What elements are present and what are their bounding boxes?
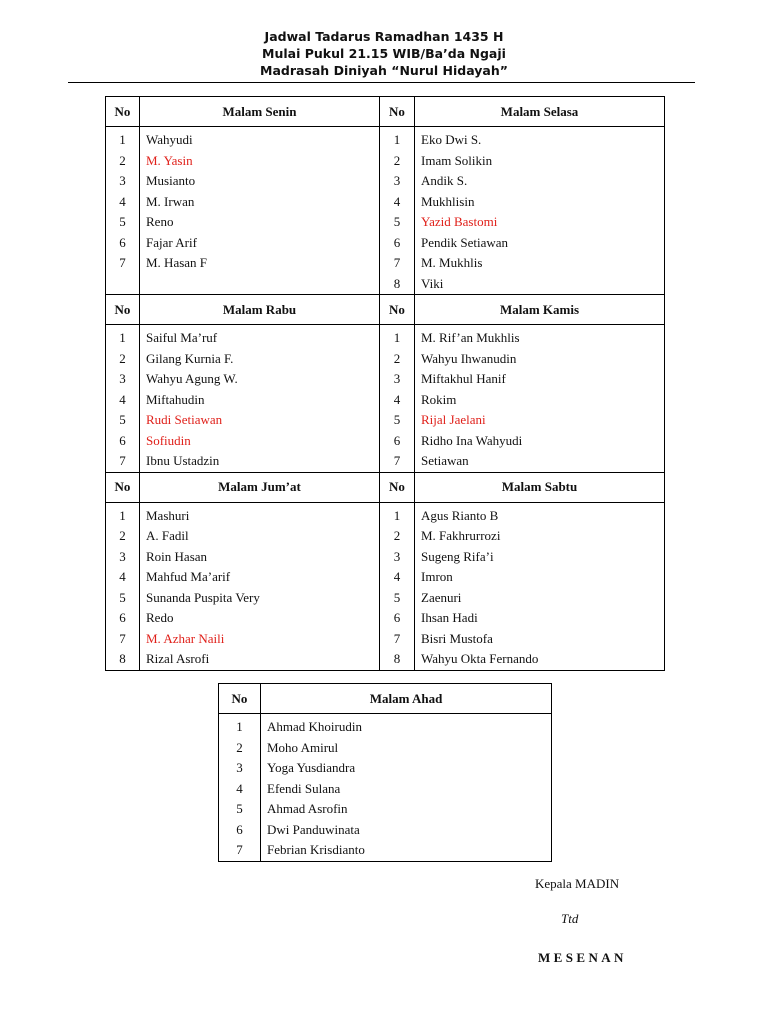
entry-name: Reno — [140, 212, 380, 233]
entry-number: 5 — [380, 212, 415, 233]
table-row — [219, 758, 552, 779]
column-header-no: No — [219, 684, 261, 714]
empty-cell — [106, 274, 140, 295]
entry-number: 5 — [106, 212, 140, 233]
signature-ttd: Ttd — [561, 911, 579, 926]
entry-number: 7 — [380, 253, 415, 274]
entry-number: 8 — [380, 649, 415, 670]
table-row — [106, 410, 665, 431]
entry-number: 1 — [106, 127, 140, 151]
entry-number: 6 — [219, 820, 261, 841]
entry-number: 3 — [380, 171, 415, 192]
entry-number: 3 — [106, 171, 140, 192]
entry-name: Rijal Jaelani — [415, 410, 665, 431]
column-header-no: No — [380, 472, 415, 502]
entry-name: Sugeng Rifa’i — [415, 547, 665, 568]
day-title: Malam Sabtu — [415, 472, 665, 502]
entry-number: 2 — [380, 151, 415, 172]
entry-number: 1 — [106, 325, 140, 349]
table-row — [106, 349, 665, 370]
entry-number: 2 — [106, 526, 140, 547]
entry-name: Eko Dwi S. — [415, 127, 665, 151]
day-title: Malam Rabu — [140, 295, 380, 325]
column-header-no: No — [106, 97, 140, 127]
day-title: Malam Kamis — [415, 295, 665, 325]
entry-name: Andik S. — [415, 171, 665, 192]
entry-name: Roin Hasan — [140, 547, 380, 568]
entry-name: M. Rif’an Mukhlis — [415, 325, 665, 349]
entry-number: 8 — [106, 649, 140, 670]
entry-number: 1 — [219, 714, 261, 738]
day-title: Malam Jum’at — [140, 472, 380, 502]
entry-number: 7 — [219, 840, 261, 861]
entry-number: 6 — [380, 431, 415, 452]
entry-name: Ihsan Hadi — [415, 608, 665, 629]
entry-name: Wahyu Ihwanudin — [415, 349, 665, 370]
entry-number: 2 — [380, 526, 415, 547]
entry-name: Musianto — [140, 171, 380, 192]
entry-name: Fajar Arif — [140, 233, 380, 254]
entry-name: Rokim — [415, 390, 665, 411]
entry-name: Ahmad Asrofin — [261, 799, 552, 820]
table-row — [219, 779, 552, 800]
table-row — [106, 233, 665, 254]
entry-number: 4 — [380, 390, 415, 411]
entry-name: Ibnu Ustadzin — [140, 451, 380, 472]
entry-number: 8 — [380, 274, 415, 295]
entry-number: 4 — [219, 779, 261, 800]
entry-number: 2 — [106, 151, 140, 172]
entry-number: 1 — [106, 502, 140, 526]
header-institution: Madrasah Diniyah “Nurul Hidayah” — [260, 63, 508, 78]
table-row — [106, 649, 665, 670]
entry-number: 3 — [106, 369, 140, 390]
table-row — [219, 738, 552, 759]
table-header-row — [219, 684, 552, 714]
entry-name: M. Fakhrurrozi — [415, 526, 665, 547]
entry-number: 1 — [380, 127, 415, 151]
table-row — [106, 212, 665, 233]
entry-name: Mukhlisin — [415, 192, 665, 213]
table-row — [106, 274, 665, 295]
table-row — [106, 390, 665, 411]
entry-name: Gilang Kurnia F. — [140, 349, 380, 370]
header-title: Jadwal Tadarus Ramadhan 1435 H — [264, 29, 504, 44]
entry-name: Zaenuri — [415, 588, 665, 609]
entry-number: 5 — [380, 588, 415, 609]
entry-number: 6 — [106, 608, 140, 629]
table-row — [106, 253, 665, 274]
entry-name: Viki — [415, 274, 665, 295]
entry-name: Febrian Krisdianto — [261, 840, 552, 861]
entry-number: 6 — [106, 233, 140, 254]
day-title: Malam Senin — [140, 97, 380, 127]
entry-name: Rizal Asrofi — [140, 649, 380, 670]
entry-number: 1 — [380, 325, 415, 349]
entry-name: M. Mukhlis — [415, 253, 665, 274]
table-row — [219, 799, 552, 820]
entry-number: 3 — [380, 369, 415, 390]
entry-name: Mashuri — [140, 502, 380, 526]
entry-name: Setiawan — [415, 451, 665, 472]
entry-name: Wahyudi — [140, 127, 380, 151]
entry-number: 2 — [380, 349, 415, 370]
entry-number: 6 — [380, 608, 415, 629]
entry-number: 7 — [106, 451, 140, 472]
document-header — [0, 28, 768, 79]
entry-number: 5 — [106, 410, 140, 431]
entry-name: M. Azhar Naili — [140, 629, 380, 650]
entry-name: Wahyu Okta Fernando — [415, 649, 665, 670]
table-row — [219, 840, 552, 861]
entry-number: 3 — [106, 547, 140, 568]
entry-number: 7 — [106, 253, 140, 274]
entry-name: Pendik Setiawan — [415, 233, 665, 254]
entry-number: 7 — [380, 451, 415, 472]
entry-name: Wahyu Agung W. — [140, 369, 380, 390]
column-header-no: No — [106, 295, 140, 325]
entry-name: Moho Amirul — [261, 738, 552, 759]
table-row — [106, 588, 665, 609]
column-header-no: No — [380, 97, 415, 127]
table-row — [106, 192, 665, 213]
entry-name: Mahfud Ma’arif — [140, 567, 380, 588]
table-row — [106, 369, 665, 390]
signature-title: Kepala MADIN — [535, 876, 620, 891]
entry-name: Sofiudin — [140, 431, 380, 452]
entry-name: Dwi Panduwinata — [261, 820, 552, 841]
table-header-row — [106, 472, 665, 502]
entry-name: M. Irwan — [140, 192, 380, 213]
table-row — [106, 567, 665, 588]
column-header-no: No — [106, 472, 140, 502]
entry-name: Rudi Setiawan — [140, 410, 380, 431]
entry-number: 6 — [106, 431, 140, 452]
column-header-no: No — [380, 295, 415, 325]
signatory-name: MESENAN — [538, 950, 627, 965]
table-header-row — [106, 97, 665, 127]
table-row — [106, 171, 665, 192]
entry-number: 6 — [380, 233, 415, 254]
table-row — [219, 820, 552, 841]
table-row — [106, 526, 665, 547]
entry-name: Sunanda Puspita Very — [140, 588, 380, 609]
entry-number: 5 — [380, 410, 415, 431]
entry-number: 7 — [106, 629, 140, 650]
table-row — [106, 502, 665, 526]
entry-number: 3 — [219, 758, 261, 779]
entry-name: A. Fadil — [140, 526, 380, 547]
entry-name: Efendi Sulana — [261, 779, 552, 800]
entry-number: 4 — [380, 567, 415, 588]
table-row — [106, 151, 665, 172]
entry-name: Bisri Mustofa — [415, 629, 665, 650]
day-title: Malam Selasa — [415, 97, 665, 127]
entry-name: M. Hasan F — [140, 253, 380, 274]
empty-cell — [140, 274, 380, 295]
header-time: Mulai Pukul 21.15 WIB/Ba’da Ngaji — [262, 46, 506, 61]
header-divider — [68, 82, 695, 83]
entry-number: 3 — [380, 547, 415, 568]
entry-name: Imron — [415, 567, 665, 588]
entry-name: Redo — [140, 608, 380, 629]
entry-name: Agus Rianto B — [415, 502, 665, 526]
table-header-row — [106, 295, 665, 325]
table-row — [106, 547, 665, 568]
table-row — [106, 431, 665, 452]
schedule-table — [105, 96, 665, 671]
ahad-schedule-table — [218, 683, 552, 862]
table-row — [106, 325, 665, 349]
table-row — [106, 451, 665, 472]
entry-number: 4 — [106, 567, 140, 588]
entry-name: Ahmad Khoirudin — [261, 714, 552, 738]
entry-number: 5 — [106, 588, 140, 609]
entry-name: Saiful Ma’ruf — [140, 325, 380, 349]
table-row — [106, 608, 665, 629]
entry-name: Yoga Yusdiandra — [261, 758, 552, 779]
entry-number: 5 — [219, 799, 261, 820]
day-title: Malam Ahad — [261, 684, 552, 714]
entry-number: 4 — [106, 390, 140, 411]
entry-name: Miftakhul Hanif — [415, 369, 665, 390]
entry-name: Imam Solikin — [415, 151, 665, 172]
entry-name: M. Yasin — [140, 151, 380, 172]
entry-name: Yazid Bastomi — [415, 212, 665, 233]
entry-number: 4 — [106, 192, 140, 213]
entry-number: 7 — [380, 629, 415, 650]
entry-number: 1 — [380, 502, 415, 526]
table-row — [106, 629, 665, 650]
entry-number: 2 — [219, 738, 261, 759]
entry-number: 4 — [380, 192, 415, 213]
entry-number: 2 — [106, 349, 140, 370]
entry-name: Ridho Ina Wahyudi — [415, 431, 665, 452]
table-row — [219, 714, 552, 738]
table-row — [106, 127, 665, 151]
entry-name: Miftahudin — [140, 390, 380, 411]
